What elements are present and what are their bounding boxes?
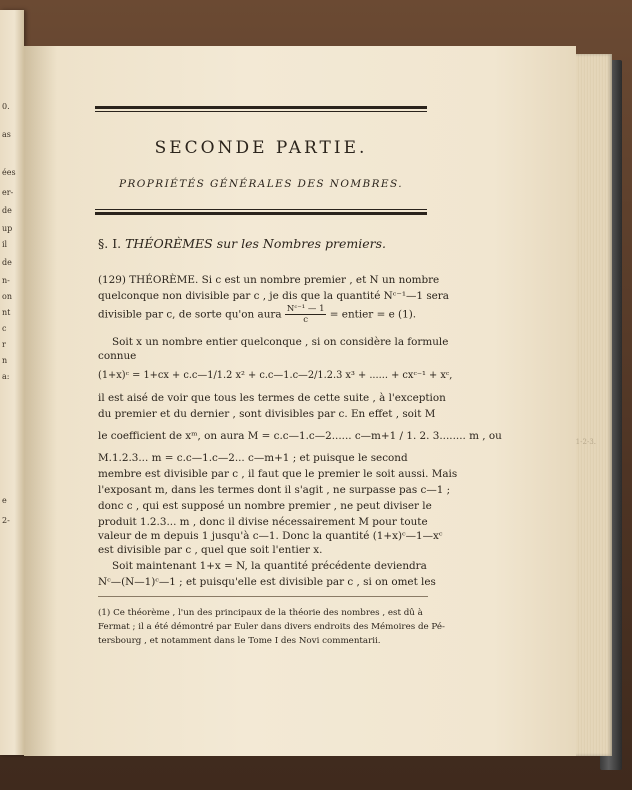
footnote-line: tersbourg , et notamment dans le Tome I des Novi commentarii. bbox=[98, 636, 381, 646]
left-fragment: ées bbox=[2, 168, 16, 177]
part-title: SECONDE PARTIE. bbox=[154, 138, 368, 158]
section-title: THÉORÈMES sur les Nombres premiers. bbox=[125, 236, 386, 251]
body-line: est divisible par c , quel que soit l'entier x. bbox=[98, 544, 323, 556]
left-fragment: 2- bbox=[2, 516, 10, 525]
body-line: le coefficient de xᵐ, on aura M = c.c—1.c—2...... c—m+1 / 1. 2. 3........ m , ou bbox=[98, 430, 502, 442]
left-fragment: il bbox=[2, 240, 8, 249]
left-fragment: n bbox=[2, 356, 8, 365]
left-page bbox=[0, 10, 24, 755]
footnote-line: (1) Ce théorème , l'un des principaux de la théorie des nombres , est dû à bbox=[98, 608, 423, 618]
body-line: connue bbox=[98, 350, 137, 362]
body-line: membre est divisible par c , il faut que le premier le soit aussi. Mais bbox=[98, 468, 458, 480]
left-fragment: 0. bbox=[2, 102, 10, 111]
body-line: valeur de m depuis 1 jusqu'à c—1. Donc la quantité (1+x)ᶜ—1—xᶜ bbox=[98, 530, 443, 542]
body-text: = entier = e (1). bbox=[329, 308, 417, 321]
body-line: (129) THÉORÈME. Si c est un nombre premier , et N un nombre bbox=[98, 274, 440, 286]
mid-rule-thick bbox=[95, 212, 427, 215]
left-fragment: nt bbox=[2, 308, 11, 317]
fraction-denominator: c bbox=[303, 315, 309, 325]
body-line: Nᶜ—(N—1)ᶜ—1 ; et puisqu'elle est divisible par c , si on omet les bbox=[98, 576, 436, 588]
body-text: divisible par c, de sorte qu'on aura bbox=[98, 308, 282, 321]
body-line: M.1.2.3... m = c.c—1.c—2... c—m+1 ; et puisque le second bbox=[98, 452, 408, 464]
left-fragment: n- bbox=[2, 276, 10, 285]
body-line: du premier et du dernier , sont divisibles par c. En effet , soit M bbox=[98, 408, 436, 420]
left-fragment: a: bbox=[2, 372, 10, 381]
top-rule-thick bbox=[95, 106, 427, 109]
body-line bbox=[98, 304, 416, 325]
left-fragment: as bbox=[2, 130, 11, 139]
section-heading bbox=[98, 236, 386, 251]
left-fragment: c bbox=[2, 324, 7, 333]
section-number: §. I. bbox=[98, 236, 122, 251]
top-rule-thin bbox=[95, 111, 427, 112]
left-fragment: r bbox=[2, 340, 6, 349]
left-fragment: on bbox=[2, 292, 12, 301]
body-line: produit 1.2.3... m , donc il divise nécessairement M pour toute bbox=[98, 516, 428, 528]
left-fragment: de bbox=[2, 206, 12, 215]
formula-line: (1+x)ᶜ = 1+cx + c.c—1/1.2 x² + c.c—1.c—2/1.2.3 x³ + ...... + cxᶜ⁻¹ + xᶜ, bbox=[98, 370, 453, 381]
fraction-numerator: Nᶜ⁻¹ — 1 bbox=[286, 304, 325, 314]
left-fragment: de bbox=[2, 258, 12, 267]
body-line: l'exposant m, dans les termes dont il s'agit , ne surpasse pas c—1 ; bbox=[98, 484, 451, 496]
body-line: quelconque non divisible par c , je dis que la quantité Nᶜ⁻¹—1 sera bbox=[98, 290, 449, 302]
body-line: il est aisé de voir que tous les termes de cette suite , à l'exception bbox=[98, 392, 446, 404]
left-fragment: up bbox=[2, 224, 13, 233]
page-block-edge bbox=[572, 54, 612, 756]
part-subtitle: PROPRIÉTÉS GÉNÉRALES DES NOMBRES. bbox=[119, 178, 403, 190]
footnote-rule bbox=[98, 596, 428, 597]
footnote-line: Fermat ; il a été démontré par Euler dans divers endroits des Mémoires de Pé- bbox=[98, 622, 445, 632]
body-line: Soit x un nombre entier quelconque , si on considère la formule bbox=[112, 336, 449, 348]
left-fragment: er- bbox=[2, 188, 14, 197]
bleed-through-mark: 1-2-3. bbox=[575, 438, 596, 446]
body-line: Soit maintenant 1+x = N, la quantité précédente deviendra bbox=[112, 560, 427, 572]
left-fragment: e bbox=[2, 496, 7, 505]
mid-rule-thin bbox=[95, 209, 427, 210]
body-line: donc c , qui est supposé un nombre premier , ne peut diviser le bbox=[98, 500, 432, 512]
fraction bbox=[285, 304, 327, 325]
